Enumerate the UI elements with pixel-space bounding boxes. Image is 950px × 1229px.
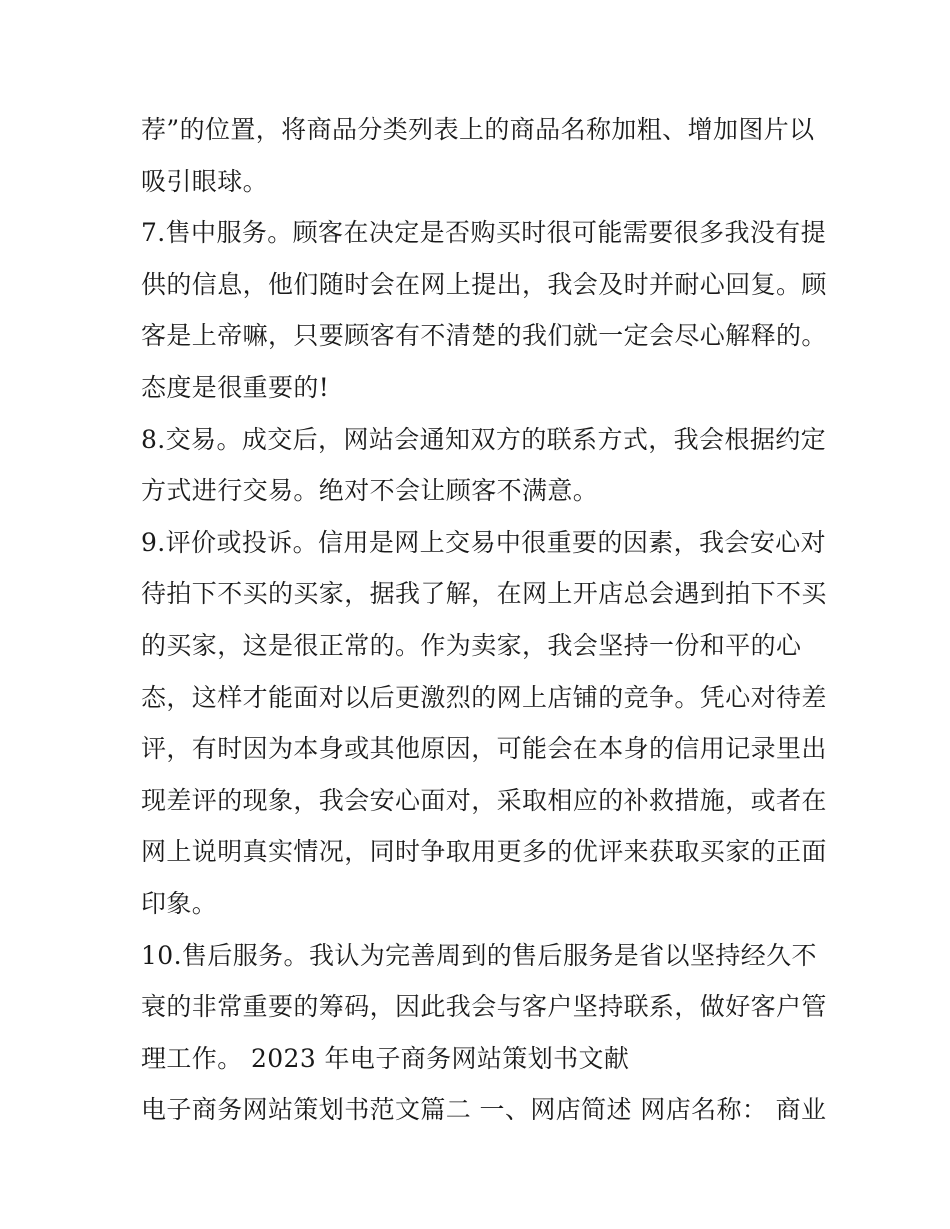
text-line: 9.评价或投诉。信用是网上交易中很重要的因素，我会安心对	[141, 527, 827, 557]
text-line: 态度是很重要的!	[141, 372, 330, 402]
text-line: 8.交易。成交后，网站会通知双方的联系方式，我会根据约定	[141, 424, 827, 454]
text-line: 待拍下不买的买家，据我了解，在网上开店总会遇到拍下不买	[141, 579, 827, 609]
text-line: 吸引眼球。	[141, 166, 269, 196]
text-line: 网上说明真实情况，同时争取用更多的优评来获取买家的正面	[141, 837, 827, 867]
text-line: 供的信息，他们随时会在网上提出，我会及时并耐心回复。顾	[141, 269, 827, 299]
text-line: 理工作。 2023 年电子商务网站策划书文献	[141, 1043, 630, 1073]
text-line: 的买家，这是很正常的。作为卖家，我会坚持一份和平的心	[141, 630, 802, 660]
text-line: 荐”的位置，将商品分类列表上的商品名称加粗、增加图片以	[141, 115, 815, 144]
body-text	[141, 104, 827, 1136]
text-line: 评，有时因为本身或其他原因，可能会在本身的信用记录里出	[141, 734, 827, 764]
text-line: 7.售中服务。顾客在决定是否购买时很可能需要很多我没有提	[141, 218, 827, 248]
text-line: 客是上帝嘛，只要顾客有不清楚的我们就一定会尽心解释的。	[141, 321, 827, 351]
text-line: 印象。	[141, 888, 218, 918]
text-line: 电子商务网站策划书范文篇二 一、网店简述 网店名称： 商业	[141, 1095, 827, 1125]
text-line: 方式进行交易。绝对不会让顾客不满意。	[141, 476, 599, 506]
text-line: 衰的非常重要的筹码，因此我会与客户坚持联系，做好客户管	[141, 992, 827, 1022]
text-line: 现差评的现象，我会安心面对，采取相应的补救措施，或者在	[141, 785, 827, 815]
text-line: 10.售后服务。我认为完善周到的售后服务是省以坚持经久不	[141, 940, 817, 970]
text-line: 态，这样才能面对以后更激烈的网上店铺的竞争。凭心对待差	[141, 682, 827, 712]
